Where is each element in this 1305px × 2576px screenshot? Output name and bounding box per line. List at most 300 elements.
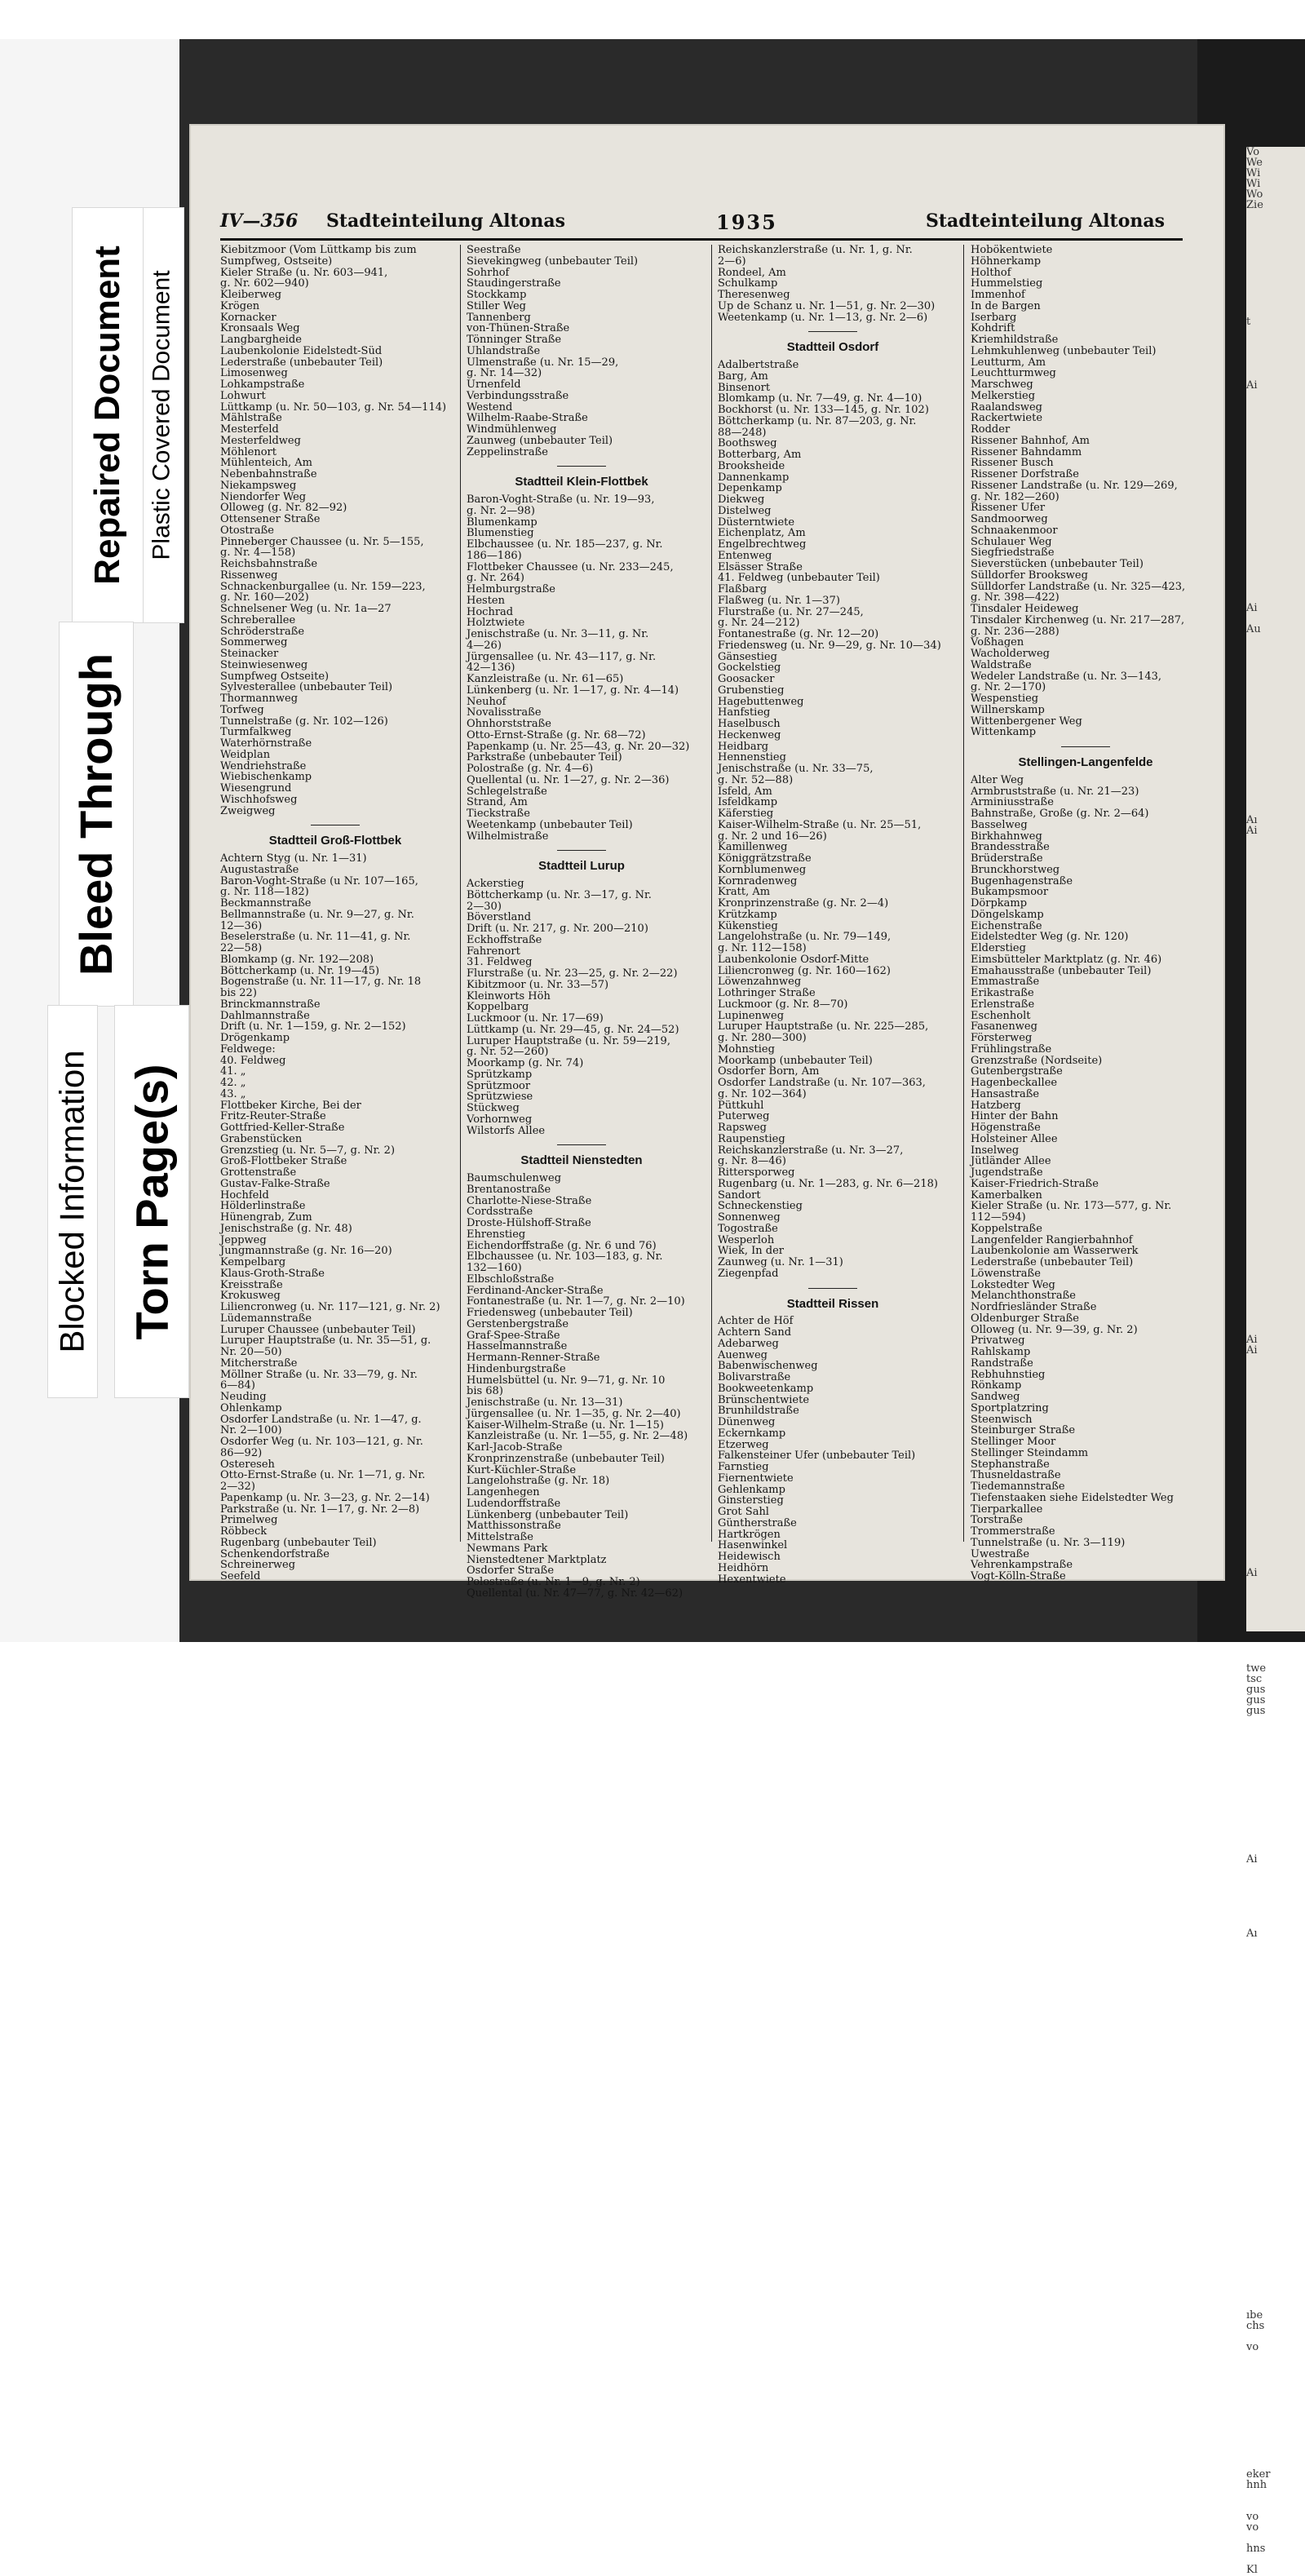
street-entry: Vorhornweg [467,1113,533,1126]
street-entry: Schreinerweg [220,1559,296,1572]
street-entry: Ferdinand-Ancker-Straße [467,1284,604,1297]
street-entry: Laubenkolonie am Wasserwerk [971,1245,1139,1258]
street-entry: Arminiusstraße [971,796,1054,809]
street-entry: Heidbarg [718,740,769,753]
adjacent-page-text: Ai [1246,1567,1258,1579]
adjacent-page-text [1246,1441,1305,1451]
street-entry: Bookweetenkamp [718,1382,814,1395]
street-entry: Weidplan [220,748,271,761]
column-2 [467,244,697,1600]
adjacent-page-text [1246,794,1305,804]
street-entry: Sievekingweg (unbebauter Teil) [467,255,639,268]
label-plastic-covered-text: Plastic Covered Document [148,270,175,560]
adjacent-page-text [1246,263,1305,274]
street-entry: Püttkuhl [718,1099,764,1112]
adjacent-page-text [1246,2437,1305,2448]
adjacent-page-text [1246,2490,1305,2501]
street-entry: 41. „ [220,1065,246,1078]
adjacent-page-text [1246,1960,1305,1971]
column-divider [711,245,712,1542]
street-entry: Wiek, In der [718,1245,784,1258]
street-entry: 41. Feldweg (unbebauter Teil) [718,572,880,585]
adjacent-page-text [1246,1981,1305,1992]
street-entry: Heidewisch [718,1551,781,1563]
street-entry: Tiedemannstraße [971,1481,1065,1493]
street-entry: Waterhörnstraße [220,737,312,750]
street-entry: Laubenkolonie Eidelstedt-Süd [220,344,383,357]
street-entry: Sportplatzring [971,1401,1049,1414]
adjacent-page-text [1246,1578,1305,1589]
street-entry: Lupinenweg [718,1009,785,1022]
street-entry: Willnerskamp [971,703,1045,716]
street-entry: g. Nr. 8—46) [718,1155,786,1168]
adjacent-page-text [1246,1228,1305,1239]
adjacent-page-text [1246,2225,1305,2236]
adjacent-page-text [1246,1122,1305,1133]
street-entry: Ackerstieg [467,878,524,890]
street-entry: Groß-Flottbeker Straße [220,1155,347,1168]
street-entry: Babenwischenweg [718,1360,818,1373]
adjacent-page-text [1246,327,1305,338]
street-entry: Sylvesterallee (unbebauter Teil) [220,681,393,694]
adjacent-page-text [1246,529,1305,539]
adjacent-page-text [1246,1621,1305,1631]
street-entry: Elbchaussee (u. Nr. 185—237, g. Nr. [467,538,663,551]
street-entry: Marschweg [971,378,1033,391]
street-entry: Bahnstraße, Große (g. Nr. 2—64) [971,808,1149,820]
street-entry: Bugenhagenstraße [971,874,1073,887]
street-entry: Lüttkamp (u. Nr. 50—103, g. Nr. 54—114) [220,401,447,414]
street-entry: Lohkampstraße [220,378,305,391]
street-entry: Schnackenburgallee (u. Nr. 159—223, [220,580,426,593]
adjacent-page-text [1246,2459,1305,2469]
street-entry: Hatzberg [971,1099,1021,1112]
street-entry: Niekampsweg [220,479,297,492]
street-entry: Koppelbarg [467,1001,529,1014]
street-entry: Kükenstieg [718,919,778,932]
header-title-right: Stadteinteilung Altonas [926,210,1166,232]
adjacent-page-text [1246,465,1305,476]
street-entry: Hölderlinstraße [220,1200,306,1213]
street-entry: Theresenweg [718,289,790,301]
adjacent-page-text: ıbe [1246,2309,1263,2321]
adjacent-page-text [1246,868,1305,879]
street-entry: Helmburgstraße [467,583,555,595]
label-torn-pages-text: Torn Page(s) [126,1063,178,1340]
adjacent-page-text [1246,1006,1305,1016]
adjacent-page-text [1246,1112,1305,1122]
street-entry: Elderstieg [971,942,1026,954]
street-entry: 88—248) [718,426,767,439]
street-entry: Achter de Höf [718,1315,794,1328]
street-entry: Gottfried-Keller-Straße [220,1122,345,1134]
adjacent-page-text [1246,2533,1305,2543]
street-entry: Mittelstraße [467,1531,534,1543]
page-number: IV—356 [220,210,299,232]
street-entry: Graf-Spee-Straße [467,1329,560,1342]
street-entry: Karl-Jacob-Straße [467,1441,563,1454]
street-entry: Gerstenbergstraße [467,1317,569,1330]
street-entry: Lohwurt [220,389,266,402]
section-heading: Stadtteil Groß-Flottbek [220,825,450,847]
adjacent-page-text [1246,1716,1305,1727]
label-bleed-through-text: Bleed Through [70,653,122,976]
street-entry: Sandweg [971,1391,1020,1403]
adjacent-page-text [1246,772,1305,783]
street-entry: Wittenbergener Weg [971,715,1082,728]
street-entry: Kronprinzenstraße (g. Nr. 2—4) [718,897,889,910]
street-entry: Hochrad [467,605,514,618]
adjacent-page-text [1246,2204,1305,2215]
street-entry: Parkstraße (unbebauter Teil) [467,751,622,764]
street-entry: Kieler Straße (u. Nr. 173—577, g. Nr. [971,1200,1172,1213]
street-entry: Nienstedtener Marktplatz [467,1553,607,1566]
street-entry: 2—30) [467,900,502,913]
adjacent-page-text [1246,359,1305,370]
street-entry: 12—36) [220,919,263,932]
street-entry: Farnstieg [718,1461,769,1473]
adjacent-page-text [1246,2363,1305,2374]
street-entry: bis 68) [467,1385,503,1398]
label-plastic-covered [140,207,184,623]
street-entry: g. Nr. 398—422) [971,591,1059,604]
label-bleed-through [59,622,134,1007]
street-entry: Kornacker [220,311,276,324]
street-entry: Distelweg [718,504,772,517]
street-entry: Grubenstieg [718,684,785,697]
adjacent-page-text: Vo [1246,146,1260,158]
street-entry: Langenhegen [467,1486,540,1498]
adjacent-page-text: Aı [1246,814,1258,826]
street-entry: Charlotte-Niese-Straße [467,1194,592,1207]
adjacent-page-text [1246,1780,1305,1790]
adjacent-page-text [1246,210,1305,221]
street-entry: Papenkamp (u. Nr. 3—23, g. Nr. 2—14) [220,1491,430,1504]
street-entry: Leutturm, Am [971,356,1046,369]
street-entry: Hünengrab, Zum [220,1211,312,1224]
street-entry: Heckenweg [718,728,781,741]
adjacent-page-text [1246,2056,1305,2066]
street-entry: Boothsweg [718,437,777,450]
street-entry: Brentanostraße [467,1183,551,1196]
label-torn-pages [114,1005,189,1398]
street-entry: Dannenkamp [718,471,790,484]
street-entry: Schröderstraße [220,625,305,638]
street-entry: Iserbarg [971,311,1017,324]
street-entry: Försterweg [971,1032,1033,1044]
adjacent-page-text [1246,730,1305,741]
street-entry: Laubenkolonie Osdorf-Mitte [718,953,869,966]
street-entry: Otto-Ernst-Straße (g. Nr. 68—72) [467,728,646,741]
street-entry: Eichenstraße [971,919,1042,932]
street-entry: Tunnelstraße (g. Nr. 102—126) [220,715,388,728]
street-entry: Weetenkamp (u. Nr. 1—13, g. Nr. 2—6) [718,311,928,324]
street-entry: Flottbeker Chaussee (u. Nr. 233—245, [467,560,674,573]
street-entry: Flurstraße (u. Nr. 23—25, g. Nr. 2—22) [467,967,678,980]
adjacent-page-text [1246,1642,1305,1653]
adjacent-page-text: eker [1246,2468,1271,2481]
street-entry: Schreberallee [220,613,296,626]
street-entry: Windmühlenweg [467,423,557,436]
street-entry: Uwestraße [971,1547,1030,1560]
street-entry: Waldstraße [971,658,1032,671]
street-entry: Papenkamp (u. Nr. 25—43, g. Nr. 20—32) [467,740,690,753]
street-entry: Rugenbarg (unbebauter Teil) [220,1536,377,1549]
street-entry: Langbargheide [220,334,302,346]
street-entry: Ginsterstieg [718,1494,784,1507]
adjacent-page-text [1246,1218,1305,1228]
adjacent-page-text [1246,2427,1305,2437]
adjacent-page-text [1246,348,1305,359]
street-entry: 42—136) [467,662,515,675]
adjacent-page-text [1246,1483,1305,1494]
adjacent-page-text [1246,1886,1305,1897]
column-1 [220,244,450,1582]
street-entry: Puterweg [718,1110,770,1123]
adjacent-page-text [1246,1971,1305,1981]
street-entry: Humelsbüttel (u. Nr. 9—71, g. Nr. 10 [467,1374,666,1387]
street-entry: Rissener Busch [971,457,1054,470]
adjacent-page-text [1246,2416,1305,2427]
street-entry: g. Nr. 280—300) [718,1032,807,1044]
adjacent-page-text [1246,953,1305,963]
street-entry: Elbschloßstraße [467,1273,555,1286]
street-entry: Primelweg [220,1514,278,1527]
street-entry: Steenwisch [971,1413,1033,1426]
street-entry: Hagebuttenweg [718,695,804,708]
street-entry: g. Nr. 102—364) [718,1087,807,1100]
column-divider [963,245,964,1542]
adjacent-page-text [1246,783,1305,794]
street-entry: Ostereseh [220,1458,275,1471]
street-entry: Holztwiete [467,617,525,630]
adjacent-page-text [1246,1737,1305,1748]
street-entry: Voßhagen [971,636,1024,649]
street-entry: Nr. 20—50) [220,1346,282,1358]
street-entry: Immenhof [971,289,1025,301]
street-entry: Mitcherstraße [220,1357,298,1370]
street-entry: Kurt-Küchler-Straße [467,1463,577,1476]
adjacent-page-text [1246,1515,1305,1525]
adjacent-page-text [1246,1525,1305,1536]
street-entry: Gehlenkamp [718,1483,785,1496]
street-entry: Limosenweg [220,367,288,380]
adjacent-page-text [1246,1950,1305,1960]
adjacent-page-text [1246,698,1305,709]
adjacent-page-text [1246,1897,1305,1907]
street-entry: Wilstorfs Allee [467,1124,546,1137]
street-entry: Melkerstieg [971,389,1036,402]
street-entry: Jütländer Allee [971,1155,1051,1168]
adjacent-page-text [1246,1101,1305,1112]
adjacent-page-text [1246,2501,1305,2512]
adjacent-page-text [1246,295,1305,306]
adjacent-page-text [1246,2384,1305,2395]
street-entry: Ludendorffstraße [467,1497,561,1510]
adjacent-page-text [1246,560,1305,571]
street-entry: Erlenstraße [971,998,1035,1011]
adjacent-page-text [1246,1197,1305,1207]
street-entry: g. Nr. 14—32) [467,367,542,380]
street-entry: g. Nr. 52—260) [467,1046,549,1059]
street-entry: Flurstraße (u. Nr. 27—245, [718,605,864,618]
street-entry: Rissenweg [220,569,278,582]
adjacent-page-text: gus [1246,1684,1266,1696]
street-entry: Dörpkamp [971,897,1028,910]
adjacent-page-text: Aı [1246,1928,1258,1940]
street-entry: Falkensteiner Ufer (unbebauter Teil) [718,1450,916,1463]
adjacent-page-text [1246,1727,1305,1737]
adjacent-page-text [1246,2119,1305,2130]
street-entry: Röbbeck [220,1525,268,1538]
street-entry: Kronsaals Weg [220,322,300,335]
street-entry: g. Nr. 2—98) [467,504,535,517]
adjacent-page-text [1246,1748,1305,1759]
street-entry: Eckernkamp [718,1427,786,1440]
street-entry: Böttcherkamp (u. Nr. 19—45) [220,964,380,977]
street-entry: Ottensener Straße [220,513,321,525]
street-entry: Ohlenkamp [220,1401,282,1414]
adjacent-page-text [1246,1409,1305,1419]
adjacent-page-text [1246,2374,1305,2384]
street-entry: Stockkamp [467,289,527,301]
street-entry: Holthof [971,266,1011,279]
adjacent-page-text: vo [1246,2341,1259,2353]
street-entry: Kornblumenweg [718,863,807,876]
street-entry: Newmans Park [467,1542,548,1555]
adjacent-page-text [1246,1388,1305,1398]
adjacent-page-text [1246,1769,1305,1780]
street-entry: g. Nr. 52—88) [718,773,794,786]
street-entry: Olloweg (g. Nr. 82—92) [220,502,347,515]
street-entry: Sprützkamp [467,1068,533,1081]
street-entry: Beckmannstraße [220,897,312,910]
street-entry: Wiesengrund [220,782,292,794]
street-entry: Hochfeld [220,1188,269,1202]
street-entry: Fasanenweg [971,1020,1037,1033]
adjacent-page-text [1246,932,1305,942]
street-entry: Tunnelstraße (u. Nr. 3—119) [971,1536,1126,1549]
street-entry: Hagenbeckallee [971,1077,1058,1089]
adjacent-page-text [1246,571,1305,582]
street-entry: Schenkendorfstraße [220,1547,330,1560]
street-entry: Käferstieg [718,808,774,820]
adjacent-page-text: Ai [1246,602,1258,614]
street-entry: Sieverstücken (unbebauter Teil) [971,558,1144,570]
street-entry: Sohrhof [467,266,510,279]
adjacent-page-text [1246,1600,1305,1610]
street-entry: Hasselmannstraße [467,1340,568,1353]
adjacent-page-text [1246,1536,1305,1547]
adjacent-page-text [1246,1080,1305,1091]
adjacent-page-text [1246,1048,1305,1059]
adjacent-page-text [1246,338,1305,348]
adjacent-page-text: vo [1246,2521,1259,2534]
street-entry: Matthissonstraße [467,1520,561,1533]
street-entry: Fahrenort [467,945,520,958]
street-entry: Botterbarg, Am [718,449,802,461]
street-entry: Kaiser-Wilhelm-Straße (u. Nr. 25—51, [718,818,922,831]
adjacent-page-text [1246,677,1305,688]
adjacent-page-text: tsc [1246,1673,1263,1685]
adjacent-page-text [1246,2406,1305,2416]
street-entry: Rönkamp [971,1379,1022,1392]
street-entry: Seefeld [220,1570,261,1582]
column-3 [718,244,948,1586]
street-entry: Böttcherkamp (u. Nr. 87—203, g. Nr. [718,414,917,427]
street-entry: Uhlandstraße [467,344,541,357]
street-entry: g. Nr. 24—212) [718,617,800,630]
street-entry: Novalisstraße [467,706,542,719]
street-entry: Tönninger Straße [467,334,562,346]
street-entry: Jürgensallee (u. Nr. 43—117, g. Nr. [467,650,657,663]
street-entry: Rondeel, Am [718,266,786,279]
adjacent-page-text [1246,1610,1305,1621]
label-blocked-information-text: Blocked Information [53,1050,92,1353]
street-entry: Auenweg [718,1348,768,1361]
page-content [220,206,1186,1600]
street-entry: Möhlenort [220,445,276,458]
street-entry: Mesterfeld [220,423,279,436]
adjacent-page-text [1246,1144,1305,1154]
street-entry: Friedensweg (unbebauter Teil) [467,1307,633,1319]
adjacent-page-text [1246,2162,1305,2172]
street-entry: Urnenfeld [467,378,521,391]
adjacent-page-text [1246,879,1305,889]
street-entry: g. Nr. 112—158) [718,942,807,954]
street-entry: Blomkamp (u. Nr. 7—49, g. Nr. 4—10) [718,392,922,405]
street-entry: Grenzstraße (Nordseite) [971,1054,1103,1067]
street-entry: Kibitzmoor (u. Nr. 33—57) [467,978,609,991]
adjacent-page-text [1246,1547,1305,1557]
street-entry: Mesterfeldweg [220,434,301,447]
street-entry: Luckmoor (u. Nr. 17—69) [467,1012,604,1025]
street-entry: Lüdemannstraße [220,1312,312,1325]
street-entry: Togostraße [718,1222,778,1235]
adjacent-page-text [1246,1589,1305,1600]
adjacent-page-text [1246,2183,1305,2193]
street-entry: Schnelsener Weg (u. Nr. 1a—27 [220,603,392,615]
street-entry: Gockelstieg [718,662,781,675]
adjacent-page-text [1246,1812,1305,1822]
adjacent-page-text [1246,1759,1305,1769]
street-entry: Bolivarstraße [718,1371,791,1383]
adjacent-page-text [1246,274,1305,285]
street-entry: Schulauer Weg [971,535,1052,548]
street-entry: Rissener Landstraße (u. Nr. 129—269, [971,479,1178,492]
street-entry: Augustastraße [220,863,299,876]
street-entry: g. Nr. 2 und 16—26) [718,830,827,843]
street-entry: Jürgensallee (u. Nr. 1—35, g. Nr. 2—40) [467,1407,681,1420]
street-entry: Zaunweg (unbebauter Teil) [467,434,613,447]
street-entry: 2—6) [718,255,746,268]
street-entry: Seestraße [467,244,521,256]
adjacent-page-text [1246,2236,1305,2246]
street-entry: Strand, Am [467,796,528,809]
street-entry: Brüderstraße [971,852,1043,865]
adjacent-page-text [1246,1239,1305,1250]
street-entry: Sandort [718,1188,761,1202]
street-entry: Mohnstieg [718,1042,775,1056]
street-entry: Sommerweg [220,636,288,649]
street-entry: Osdorfer Landstraße (u. Nr. 107—363, [718,1077,926,1089]
street-entry: Flaßweg (u. Nr. 1—37) [718,594,840,607]
street-entry: Thormannweg [220,693,299,705]
street-entry: 112—594) [971,1211,1026,1224]
adjacent-page-text [1246,974,1305,985]
street-entry: Ohnhorststraße [467,718,551,730]
street-entry: Frühlingstraße [971,1042,1052,1056]
